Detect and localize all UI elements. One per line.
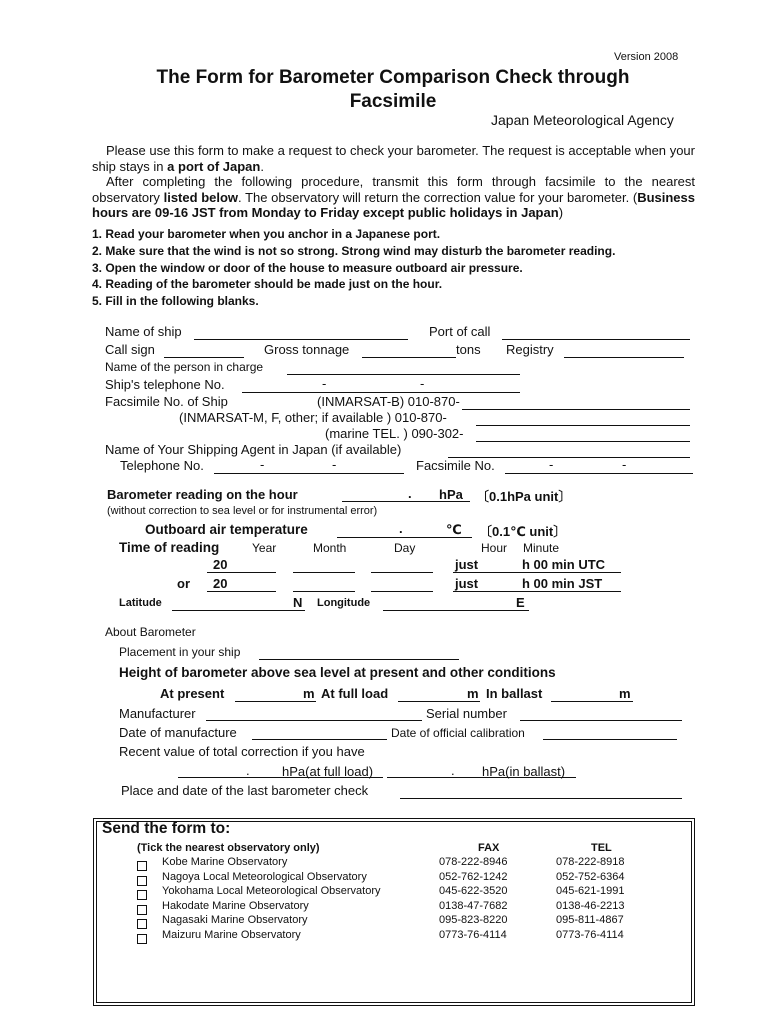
longitude-field[interactable] [383, 597, 529, 611]
agent-telephone-field[interactable] [214, 460, 404, 474]
name-of-ship-label: Name of ship [105, 324, 182, 339]
at-present-label: At present [160, 686, 225, 701]
agent-telephone-label: Telephone No. [120, 458, 204, 473]
observatory-tel: 0138-46-2213 [556, 900, 625, 912]
agent-facsimile-label: Facsimile No. [416, 458, 495, 473]
placement-field[interactable] [259, 646, 459, 660]
air-temp-label: Outboard air temperature [145, 522, 308, 537]
agency-name: Japan Meteorological Agency [491, 112, 674, 128]
port-of-call-field[interactable] [502, 326, 690, 340]
marine-tel-label: (marine TEL. ) 090-302- [325, 426, 464, 441]
barometer-reading-label: Barometer reading on the hour [107, 487, 298, 502]
call-sign-field[interactable] [164, 344, 244, 358]
date-of-manufacture-label: Date of manufacture [119, 725, 237, 740]
hpa-full-load-label: hPa(at full load) [282, 764, 374, 779]
observatory-checkbox-maizuru[interactable] [137, 931, 147, 949]
agent-facsimile-field[interactable] [505, 460, 693, 474]
decimal-point: . [451, 763, 455, 778]
person-in-charge-field[interactable] [287, 361, 520, 375]
hpa-precision: 〔0.1hPa unit〕 [476, 489, 572, 504]
serial-number-label: Serial number [426, 706, 507, 721]
full-load-label: At full load [321, 686, 389, 701]
celsius-unit: ℃ [446, 522, 462, 537]
observatory-name: Nagasaki Marine Observatory [162, 914, 308, 926]
year-prefix: 20 [213, 557, 228, 572]
registry-label: Registry [506, 342, 554, 357]
utc-month-field[interactable] [293, 559, 355, 573]
meter-unit: m [303, 686, 315, 701]
dash: - [622, 457, 627, 472]
observatory-name: Maizuru Marine Observatory [162, 929, 301, 941]
observatory-tel: 052-752-6364 [556, 871, 625, 883]
inmarsat-m-field[interactable] [476, 412, 690, 426]
observatory-fax: 052-762-1242 [439, 871, 508, 883]
observatory-fax: 078-222-8946 [439, 856, 508, 868]
observatory-fax: 095-823-8220 [439, 914, 508, 926]
just-label: just [455, 576, 479, 591]
dash: - [260, 457, 265, 472]
recent-correction-label: Recent value of total correction if you have [119, 744, 365, 759]
step-2: 2. Make sure that the wind is not so strong. Strong wind may disturb the barometer reading. [92, 244, 616, 258]
longitude-label: Longitude [317, 597, 371, 609]
gross-tonnage-field[interactable] [362, 344, 456, 358]
send-form-heading: Send the form to: [102, 820, 231, 837]
observatory-name: Hakodate Marine Observatory [162, 900, 309, 912]
tick-instruction: (Tick the nearest observatory only) [137, 842, 320, 854]
temp-precision: 〔0.1℃ unit〕 [479, 524, 567, 539]
just-label: just [455, 557, 479, 572]
reading-note: (without correction to sea level or for instrumental error) [107, 505, 378, 517]
hpa-unit: hPa [439, 487, 463, 502]
observatory-fax: 0138-47-7682 [439, 900, 508, 912]
north-label: N [293, 595, 303, 610]
step-4: 4. Reading of the barometer should be made just on the hour. [92, 277, 443, 291]
in-ballast-label: In ballast [486, 686, 543, 701]
inmarsat-b-field[interactable] [462, 396, 690, 410]
jst-month-field[interactable] [293, 578, 355, 592]
latitude-label: Latitude [119, 597, 162, 609]
shipping-agent-label: Name of Your Shipping Agent in Japan (if available) [105, 442, 402, 457]
port-of-call-label: Port of call [429, 324, 491, 339]
tons-unit: tons [456, 342, 481, 357]
manufacturer-label: Manufacturer [119, 706, 196, 721]
intro-paragraph-2: After completing the following procedure, transmit this form through facsimile to the nearest observatory listed below. The observatory will return the correction value for your barometer. (Business hours are 09-16 JST from Monday to Friday except public holidays in Japan) [92, 174, 695, 220]
observatory-fax: 045-622-3520 [439, 885, 508, 897]
observatory-name: Kobe Marine Observatory [162, 856, 288, 868]
dash: - [332, 457, 337, 472]
hpa-ballast-label: hPa(in ballast) [482, 764, 566, 779]
manufacturer-field[interactable] [206, 707, 422, 721]
month-label: Month [313, 541, 347, 555]
dash: - [322, 376, 327, 391]
facsimile-label: Facsimile No. of Ship [105, 394, 228, 409]
decimal-point: . [408, 486, 412, 501]
step-1: 1. Read your barometer when you anchor in a Japanese port. [92, 227, 441, 241]
version-label: Version 2008 [614, 51, 679, 63]
shipping-agent-field[interactable] [448, 444, 690, 458]
form-title-line1: The Form for Barometer Comparison Check through [156, 67, 630, 88]
inmarsat-m-label: (INMARSAT-M, F, other; if available ) 010-870- [179, 410, 447, 425]
hour-label: Hour [481, 541, 508, 555]
jst-suffix: h 00 min JST [522, 576, 603, 591]
tel-column-header: TEL [591, 842, 612, 854]
date-of-calibration-label: Date of official calibration [391, 726, 525, 740]
observatory-tel: 078-222-8918 [556, 856, 625, 868]
east-label: E [516, 595, 525, 610]
fax-column-header: FAX [478, 842, 500, 854]
marine-tel-field[interactable] [476, 428, 690, 442]
decimal-point: . [399, 521, 403, 536]
step-3: 3. Open the window or door of the house to measure outboard air pressure. [92, 261, 523, 275]
observatory-name: Yokohama Local Meteorological Observatory [162, 885, 381, 897]
dash: - [420, 376, 425, 391]
registry-field[interactable] [564, 344, 684, 358]
call-sign-label: Call sign [105, 342, 155, 357]
gross-tonnage-label: Gross tonnage [264, 342, 350, 357]
placement-label: Placement in your ship [119, 645, 241, 659]
intro-paragraph-1: Please use this form to make a request to check your barometer. The request is acceptable when your ship stays in a port of Japan. [92, 143, 695, 174]
meter-unit: m [619, 686, 631, 701]
year-label: Year [252, 541, 277, 555]
latitude-field[interactable] [172, 597, 305, 611]
jst-day-field[interactable] [371, 578, 433, 592]
date-of-calibration-field[interactable] [543, 726, 677, 740]
dash: - [549, 457, 554, 472]
utc-suffix: h 00 min UTC [522, 557, 606, 572]
day-label: Day [394, 541, 416, 555]
observatory-fax: 0773-76-4114 [439, 929, 507, 941]
observatory-tel: 0773-76-4114 [556, 929, 624, 941]
name-of-ship-field[interactable] [194, 326, 408, 340]
last-check-field[interactable] [400, 785, 682, 799]
ship-telephone-field[interactable] [242, 379, 520, 393]
inmarsat-b-label: (INMARSAT-B) 010-870- [317, 394, 460, 409]
or-label: or [177, 576, 190, 591]
height-heading: Height of barometer above sea level at present and other conditions [119, 665, 556, 680]
observatory-name: Nagoya Local Meteorological Observatory [162, 871, 367, 883]
decimal-point: . [246, 763, 250, 778]
form-title-line2: Facsimile [349, 91, 437, 112]
about-barometer-heading: About Barometer [105, 625, 196, 639]
year-prefix: 20 [213, 576, 228, 591]
serial-number-field[interactable] [520, 707, 682, 721]
utc-day-field[interactable] [371, 559, 433, 573]
time-of-reading-label: Time of reading [119, 540, 220, 555]
step-5: 5. Fill in the following blanks. [92, 294, 259, 308]
last-check-label: Place and date of the last barometer check [121, 783, 369, 798]
observatory-tel: 095-811-4867 [556, 914, 624, 926]
ship-telephone-label: Ship's telephone No. [105, 377, 225, 392]
minute-label: Minute [523, 541, 560, 555]
date-of-manufacture-field[interactable] [252, 726, 387, 740]
observatory-tel: 045-621-1991 [556, 885, 625, 897]
person-in-charge-label: Name of the person in charge [105, 360, 264, 374]
meter-unit: m [467, 686, 479, 701]
